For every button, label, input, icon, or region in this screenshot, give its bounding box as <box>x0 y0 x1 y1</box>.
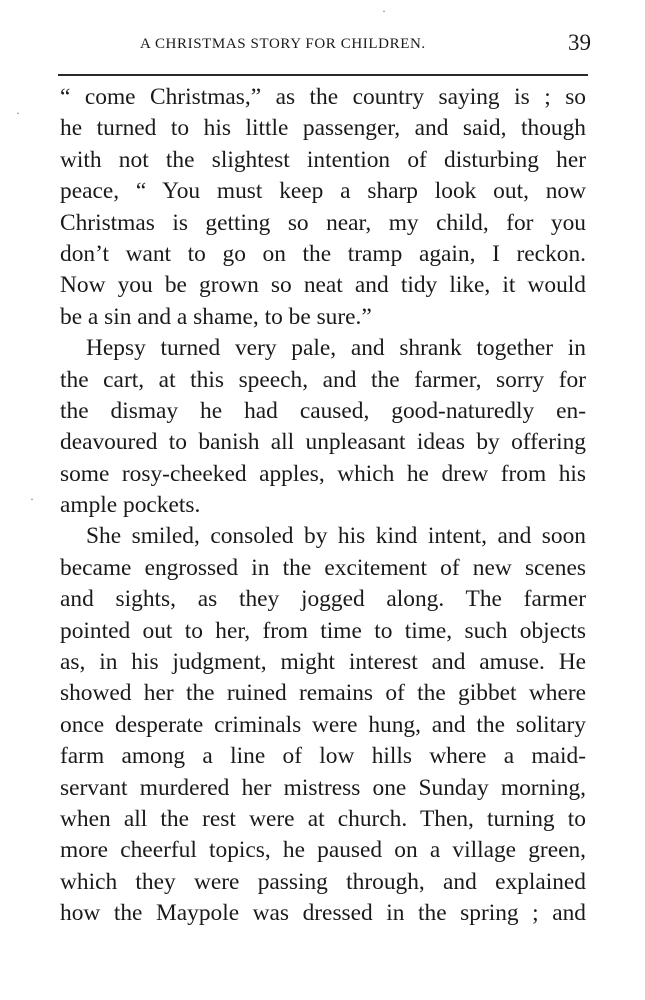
text-line: became engrossed in the excitement of new scenes <box>60 554 586 581</box>
text-line: don’t want to go on the tramp again, I reckon. <box>60 240 586 267</box>
page-number: 39 <box>568 30 591 55</box>
text-line: once desperate criminals were hung, and the solitary <box>60 711 586 738</box>
text-line: deavoured to banish all unpleasant ideas by offering <box>60 429 586 456</box>
margin-dot-left-lower: · <box>30 492 34 506</box>
running-title: A CHRISTMAS STORY FOR CHILDREN. <box>140 36 426 52</box>
text-line: She smiled, consoled by his kind intent, and soon <box>86 523 586 550</box>
text-line: Christmas is getting so near, my child, for you <box>60 209 586 236</box>
text-line: with not the slightest intention of disturbing her <box>60 146 586 173</box>
text-line: “ come Christmas,” as the country saying is ; so <box>60 84 586 110</box>
text-line: farm among a line of low hills where a maid- <box>60 743 586 770</box>
body-text <box>60 82 586 930</box>
text-line: peace, “ You must keep a sharp look out, now <box>60 178 586 205</box>
text-line: the cart, at this speech, and the farmer, sorry for <box>60 366 586 393</box>
text-line: showed her the ruined remains of the gibbet where <box>60 680 586 707</box>
header-rule <box>58 74 588 76</box>
text-line: which they were passing through, and explained <box>60 868 586 895</box>
text-line: Now you be grown so neat and tidy like, it would <box>60 272 586 299</box>
text-line: when all the rest were at church. Then, turning to <box>60 805 586 832</box>
margin-dot-top: · <box>382 4 386 18</box>
text-line: as, in his judgment, might interest and amuse. He <box>60 649 586 676</box>
text-line: servant murdered her mistress one Sunday morning, <box>60 774 586 801</box>
text-line: be a sin and a shame, to be sure.” <box>60 303 372 330</box>
text-line: he turned to his little passenger, and said, though <box>60 115 586 142</box>
text-line: how the Maypole was dressed in the spring ; and <box>60 900 586 927</box>
text-line: and sights, as they jogged along. The farmer <box>60 586 586 613</box>
text-line: some rosy-cheeked apples, which he drew from his <box>60 460 586 487</box>
text-line: pointed out to her, from time to time, such objects <box>60 617 586 644</box>
text-line: the dismay he had caused, good-naturedly en- <box>60 397 586 424</box>
text-line: Hepsy turned very pale, and shrank together in <box>86 335 586 362</box>
margin-dot-left: · <box>16 106 20 120</box>
text-line: more cheerful topics, he paused on a village green, <box>60 837 586 864</box>
text-line: ample pockets. <box>60 492 201 519</box>
